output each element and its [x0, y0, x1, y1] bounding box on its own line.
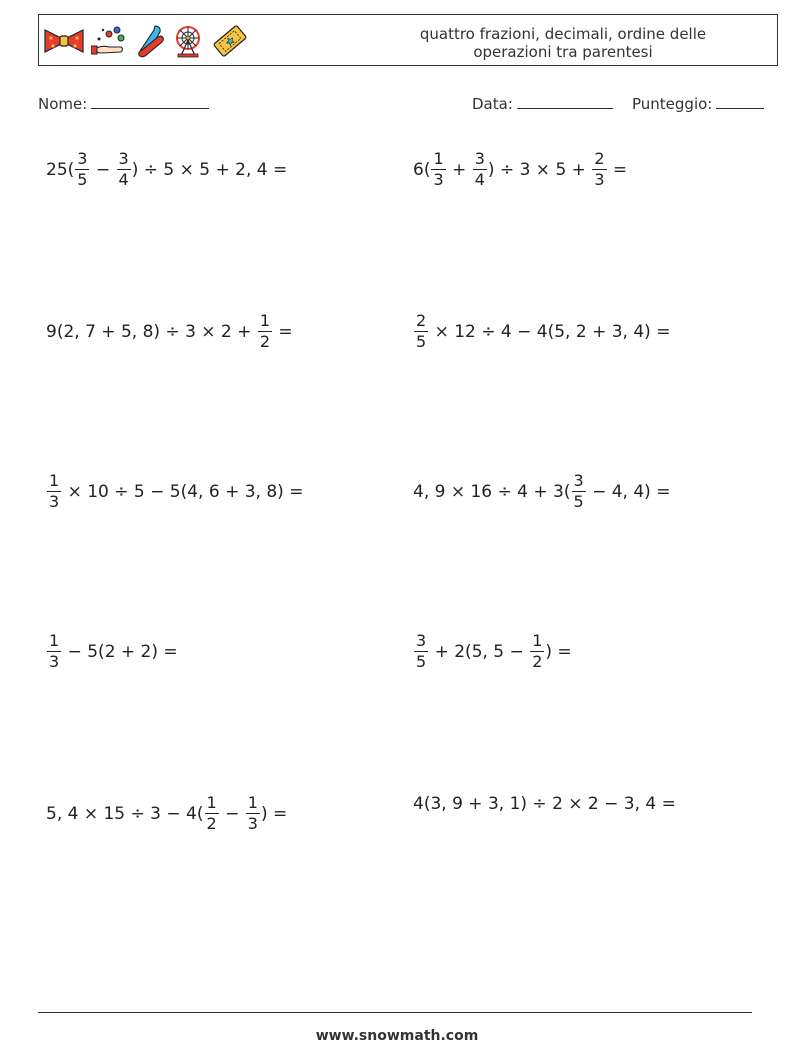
fraction-numerator: 1	[247, 793, 258, 812]
fraction	[246, 794, 260, 833]
expression-text: − 5(2 + 2) =	[62, 641, 178, 662]
fraction-numerator: 1	[433, 149, 444, 168]
name-field[interactable]	[38, 94, 209, 113]
expression-text: =	[273, 321, 293, 342]
problem-3	[46, 312, 293, 351]
fraction-numerator: 3	[474, 149, 485, 168]
fraction-denominator: 5	[416, 332, 427, 351]
score-label: Punteggio:	[632, 95, 713, 113]
title-line-2: operazioni tra parentesi	[473, 43, 653, 61]
fraction-numerator: 1	[49, 471, 60, 490]
expression-text: ) ÷ 3 × 5 +	[487, 159, 592, 180]
expression-text: 4(3, 9 + 3, 1) ÷ 2 × 2 − 3, 4 =	[413, 794, 676, 814]
fraction	[592, 150, 606, 189]
score-blank[interactable]	[716, 94, 764, 109]
fraction-numerator: 1	[206, 793, 217, 812]
date-field[interactable]	[472, 94, 613, 113]
fraction	[414, 312, 428, 351]
fraction-denominator: 3	[49, 492, 60, 511]
expression-text: − 4, 4) =	[586, 481, 671, 502]
fraction-denominator: 3	[49, 652, 60, 671]
fraction-numerator: 1	[49, 631, 60, 650]
fraction-numerator: 3	[77, 149, 88, 168]
fraction-numerator: 3	[573, 471, 584, 490]
fraction	[205, 794, 219, 833]
footer-url: www.snowmath.com	[315, 1028, 479, 1044]
bow-tie-icon	[43, 26, 85, 56]
fraction	[431, 150, 445, 189]
fraction-denominator: 3	[247, 814, 258, 833]
score-field[interactable]	[632, 94, 764, 113]
date-label: Data:	[472, 95, 513, 113]
fraction-numerator: 1	[532, 631, 543, 650]
fraction	[572, 472, 586, 511]
fraction	[258, 312, 272, 351]
name-blank[interactable]	[91, 94, 209, 109]
expression-text: =	[607, 159, 628, 180]
expression-text: 5, 4 × 15 ÷ 3 − 4(	[46, 803, 204, 824]
fraction-denominator: 5	[573, 492, 584, 511]
juggling-pins-icon	[133, 24, 165, 58]
header-icons	[43, 21, 249, 61]
fraction-numerator: 3	[118, 149, 129, 168]
expression-text: ) ÷ 5 × 5 + 2, 4 =	[131, 159, 288, 180]
fraction	[473, 150, 487, 189]
expression-text: + 2(5, 5 −	[429, 641, 530, 662]
expression-text: −	[219, 803, 245, 824]
fraction	[75, 150, 89, 189]
expression-text: × 12 ÷ 4 − 4(5, 2 + 3, 4) =	[429, 321, 671, 342]
expression-text: 9(2, 7 + 5, 8) ÷ 3 × 2 +	[46, 321, 257, 342]
expression-text: 6(	[413, 159, 431, 180]
problem-6	[413, 472, 670, 511]
expression-text: ) =	[545, 641, 572, 662]
problem-9	[46, 794, 287, 833]
problem-5	[46, 472, 303, 511]
fraction	[117, 150, 131, 189]
expression-text: 4, 9 × 16 ÷ 4 + 3(	[413, 481, 571, 502]
ticket-icon	[211, 24, 249, 58]
fraction-denominator: 4	[118, 170, 129, 189]
problem-7	[46, 632, 178, 671]
fraction-numerator: 2	[594, 149, 605, 168]
expression-text: +	[446, 159, 472, 180]
date-blank[interactable]	[517, 94, 613, 109]
fraction-denominator: 5	[416, 652, 427, 671]
problem-4	[413, 312, 670, 351]
ferris-wheel-icon	[171, 24, 205, 58]
fraction-denominator: 2	[532, 652, 543, 671]
juggling-hand-icon	[91, 25, 127, 57]
footer-divider	[38, 1012, 752, 1013]
problem-2	[413, 150, 627, 189]
fraction-denominator: 2	[259, 332, 270, 351]
fraction-denominator: 2	[206, 814, 217, 833]
fraction	[530, 632, 544, 671]
fraction	[47, 472, 61, 511]
fraction-denominator: 3	[433, 170, 444, 189]
worksheet-header	[38, 14, 778, 66]
fraction-denominator: 3	[594, 170, 605, 189]
problem-10	[413, 794, 676, 814]
fraction-denominator: 4	[474, 170, 485, 189]
fraction-numerator: 3	[416, 631, 427, 650]
title-line-1: quattro frazioni, decimali, ordine delle	[419, 25, 707, 43]
name-label: Nome:	[38, 95, 88, 113]
problem-1	[46, 150, 287, 189]
fraction-numerator: 2	[416, 311, 427, 330]
expression-text: × 10 ÷ 5 − 5(4, 6 + 3, 8) =	[62, 481, 304, 502]
problem-8	[413, 632, 572, 671]
fraction	[414, 632, 428, 671]
expression-text: 25(	[46, 159, 75, 180]
expression-text: ) =	[260, 803, 288, 824]
fraction-numerator: 1	[259, 311, 270, 330]
fraction-denominator: 5	[77, 170, 88, 189]
fraction	[47, 632, 61, 671]
expression-text: −	[90, 159, 116, 180]
worksheet-title	[383, 25, 743, 61]
